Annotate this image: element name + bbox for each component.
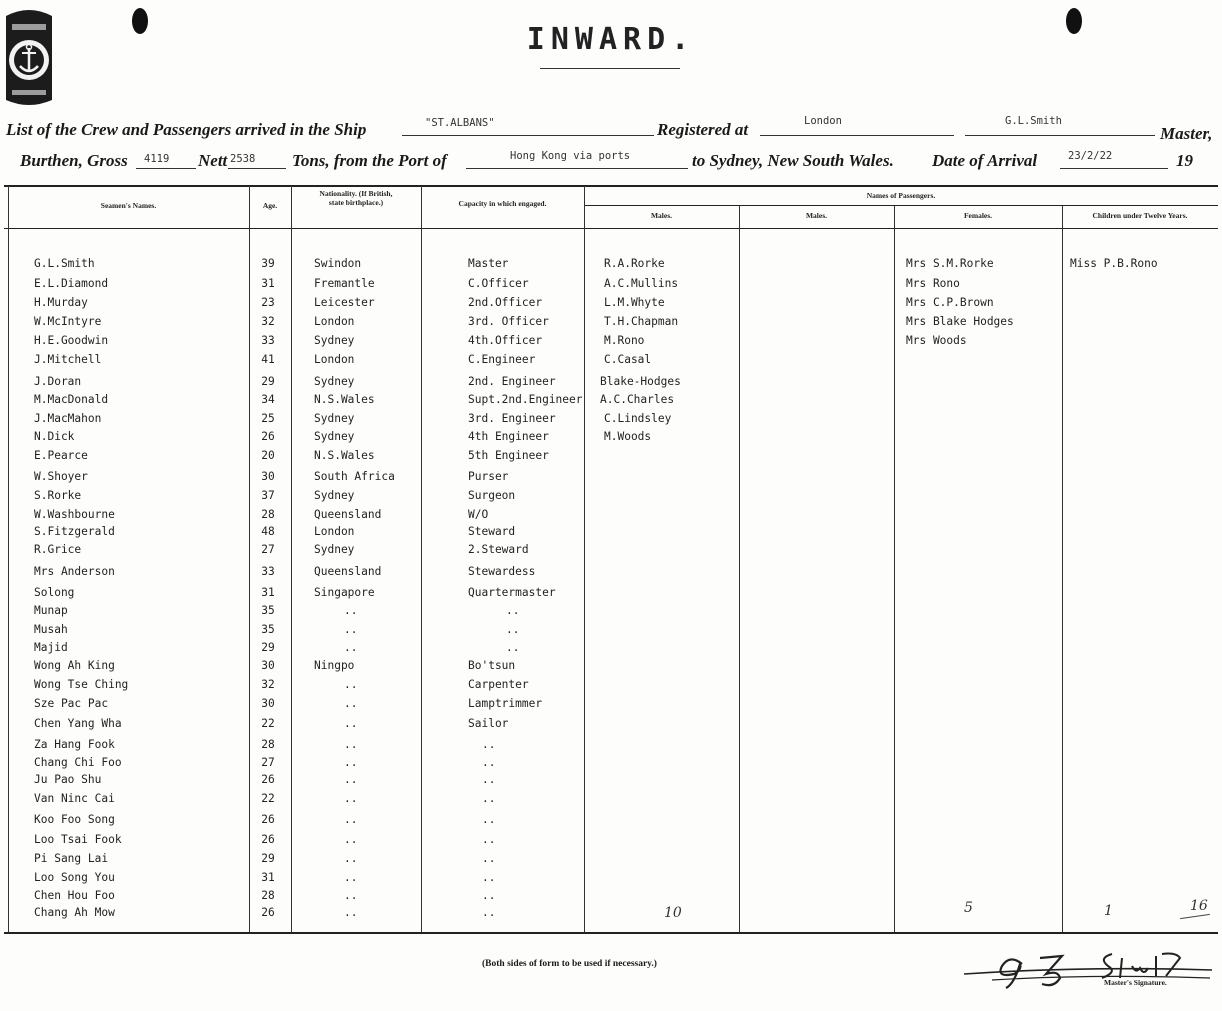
passenger-male: M.Rono (604, 334, 645, 347)
registered-label: Registered at (657, 120, 749, 139)
crew-name: Chen Hou Foo (34, 889, 115, 902)
col-line-children (1062, 206, 1063, 932)
crew-nationality: .. (344, 906, 358, 919)
arrival-label: Date of Arrival (932, 151, 1038, 170)
crew-capacity: .. (482, 773, 496, 786)
crew-nationality: Queensland (314, 508, 382, 521)
crew-age: 33 (261, 334, 275, 347)
crew-age: 26 (261, 833, 275, 846)
crew-name: Majid (34, 641, 68, 654)
crew-nationality: Sydney (314, 334, 355, 347)
crew-age: 23 (261, 296, 275, 309)
crew-capacity: 4th Engineer (468, 430, 549, 443)
crew-capacity: 3rd. Officer (468, 315, 549, 328)
crew-name: E.Pearce (34, 449, 88, 462)
total-males: 10 (664, 905, 682, 921)
crew-capacity: W/O (468, 508, 489, 521)
crew-name: H.E.Goodwin (34, 334, 109, 347)
crew-capacity: Quartermaster (468, 586, 556, 599)
crew-nationality: .. (344, 889, 358, 902)
crew-age: 30 (261, 659, 275, 672)
form-title: INWARD. (526, 22, 696, 57)
crew-capacity: Surgeon (468, 489, 516, 502)
crew-name: Za Hang Fook (34, 738, 115, 751)
crew-capacity: .. (506, 623, 520, 636)
crew-capacity: C.Officer (468, 277, 529, 290)
master-name: G.L.Smith (1005, 115, 1062, 127)
nett-value: 2538 (230, 153, 256, 165)
crew-nationality: .. (344, 773, 358, 786)
crew-nationality: .. (344, 678, 358, 691)
crew-name: Sze Pac Pac (34, 697, 109, 710)
crew-capacity: Sailor (468, 717, 509, 730)
crew-age: 26 (261, 430, 275, 443)
crew-age: 31 (261, 586, 275, 599)
master-signature (962, 944, 1222, 994)
crew-name: M.MacDonald (34, 393, 109, 406)
passenger-child: Miss P.B.Rono (1070, 257, 1158, 270)
crew-name: W.Washbourne (34, 508, 115, 521)
crew-age: 31 (261, 871, 275, 884)
crew-age: 28 (261, 889, 275, 902)
from-port: Hong Kong via ports (510, 150, 631, 162)
crew-nationality: .. (344, 852, 358, 865)
crew-capacity: .. (482, 852, 496, 865)
crew-age: 41 (261, 353, 275, 366)
colhead-children: Children under Twelve Years. (1092, 211, 1188, 220)
crew-age: 31 (261, 277, 275, 290)
crew-nationality: .. (344, 623, 358, 636)
gross-value: 4119 (144, 153, 170, 165)
colhead-passengers-group: Names of Passengers. (866, 191, 936, 200)
crew-nationality: London (314, 315, 355, 328)
passenger-female: Mrs Rono (906, 277, 960, 290)
crew-age: 26 (261, 906, 275, 919)
crew-capacity: 5th Engineer (468, 449, 549, 462)
total-children: 1 (1104, 903, 1113, 919)
passenger-male: A.C.Mullins (604, 277, 679, 290)
colhead-age: Age. (262, 201, 278, 210)
arrival-date: 23/2/22 (1068, 150, 1113, 162)
crew-age: 37 (261, 489, 275, 502)
crew-name: Koo Foo Song (34, 813, 115, 826)
colhead-females: Females. (963, 211, 993, 220)
crew-capacity: Supt.2nd.Engineer (468, 393, 583, 406)
crew-name: Pi Sang Lai (34, 852, 109, 865)
crew-capacity: .. (482, 738, 496, 751)
crew-capacity: Bo'tsun (468, 659, 516, 672)
crew-capacity: 2nd. Engineer (468, 375, 556, 388)
crew-name: E.L.Diamond (34, 277, 109, 290)
crew-capacity: .. (482, 833, 496, 846)
crew-nationality: N.S.Wales (314, 449, 375, 462)
crew-nationality: .. (344, 604, 358, 617)
crew-name: J.Mitchell (34, 353, 102, 366)
crew-age: 35 (261, 604, 275, 617)
crew-age: 32 (261, 678, 275, 691)
crew-name: Munap (34, 604, 68, 617)
crew-name: Van Ninc Cai (34, 792, 115, 805)
line1-prefix: List of the Crew and Passengers arrived in the Ship (6, 120, 367, 139)
crew-nationality: Swindon (314, 257, 362, 270)
crew-nationality: N.S.Wales (314, 393, 375, 406)
master-label: Master, (1160, 124, 1213, 143)
passenger-male: A.C.Charles (600, 393, 675, 406)
crew-name: H.Murday (34, 296, 88, 309)
registered-underline (760, 135, 954, 136)
crew-age: 35 (261, 623, 275, 636)
crew-nationality: .. (344, 717, 358, 730)
crew-age: 32 (261, 315, 275, 328)
gross-underline (136, 168, 196, 169)
colhead-males-1: Males. (650, 211, 673, 220)
crew-capacity: Stewardess (468, 565, 536, 578)
table-header-border (4, 228, 1218, 229)
crew-nationality: .. (344, 833, 358, 846)
crew-capacity: .. (506, 604, 520, 617)
crew-age: 20 (261, 449, 275, 462)
crew-capacity: .. (506, 641, 520, 654)
crew-age: 48 (261, 525, 275, 538)
col-line-left (8, 186, 9, 932)
crew-capacity: Steward (468, 525, 516, 538)
col-line-males1 (584, 186, 585, 932)
crew-nationality: South Africa (314, 470, 395, 483)
passengers-subheader-line (584, 205, 1218, 206)
crew-age: 27 (261, 756, 275, 769)
ship-name: "ST.ALBANS" (425, 117, 495, 129)
nett-underline (228, 168, 286, 169)
passenger-male: R.A.Rorke (604, 257, 665, 270)
colhead-seamen-names: Seamen's Names. (100, 201, 157, 210)
crew-name: J.MacMahon (34, 412, 102, 425)
total-females: 5 (964, 900, 973, 916)
crew-age: 33 (261, 565, 275, 578)
table-top-border (4, 185, 1218, 187)
crew-capacity: 2nd.Officer (468, 296, 543, 309)
crew-name: R.Grice (34, 543, 82, 556)
crew-age: 26 (261, 773, 275, 786)
crew-name: J.Doran (34, 375, 82, 388)
crew-name: Loo Tsai Fook (34, 833, 122, 846)
col-line-females (894, 206, 895, 932)
crew-name: Chang Chi Foo (34, 756, 122, 769)
crew-age: 22 (261, 717, 275, 730)
crew-nationality: London (314, 525, 355, 538)
crew-age: 26 (261, 813, 275, 826)
table-bottom-border (4, 932, 1218, 934)
crew-nationality: .. (344, 697, 358, 710)
crew-nationality: Sydney (314, 375, 355, 388)
crew-age: 30 (261, 697, 275, 710)
nett-label: Nett (198, 151, 228, 170)
passenger-male: C.Casal (604, 353, 652, 366)
passenger-male: Blake-Hodges (600, 375, 681, 388)
signature-label: Master's Signature. (1104, 978, 1167, 987)
crew-nationality: Queensland (314, 565, 382, 578)
ship-name-underline (402, 135, 654, 136)
passenger-male: T.H.Chapman (604, 315, 679, 328)
crew-capacity: Purser (468, 470, 509, 483)
crew-nationality: .. (344, 756, 358, 769)
passenger-male: C.Lindsley (604, 412, 672, 425)
tons-label: Tons, from the Port of (292, 151, 447, 170)
crew-capacity: 3rd. Engineer (468, 412, 556, 425)
crew-age: 25 (261, 412, 275, 425)
crew-capacity: .. (482, 813, 496, 826)
colhead-nationality: Nationality. (If British, state birthplace.) (319, 189, 393, 207)
crew-nationality: Ningpo (314, 659, 355, 672)
burthen-label: Burthen, Gross (20, 151, 128, 170)
title-underline (540, 68, 680, 69)
crew-nationality: .. (344, 738, 358, 751)
passenger-male: M.Woods (604, 430, 652, 443)
crew-nationality: Singapore (314, 586, 375, 599)
colhead-males-2: Males. (805, 211, 828, 220)
crew-nationality: Sydney (314, 489, 355, 502)
crew-name: Solong (34, 586, 75, 599)
to-label: to Sydney, New South Wales. (692, 151, 894, 170)
arrival-underline (1060, 168, 1168, 169)
crew-age: 22 (261, 792, 275, 805)
from-port-underline (466, 168, 688, 169)
crew-capacity: .. (482, 871, 496, 884)
col-line-nationality (291, 186, 292, 932)
grand-total: 16 (1190, 898, 1208, 914)
crew-nationality: .. (344, 792, 358, 805)
footer-note: (Both sides of form to be used if necessary.) (482, 959, 657, 969)
crew-age: 27 (261, 543, 275, 556)
crew-name: G.L.Smith (34, 257, 95, 270)
crew-name: Mrs Anderson (34, 565, 115, 578)
crew-nationality: Fremantle (314, 277, 375, 290)
crew-capacity: C.Engineer (468, 353, 536, 366)
crew-capacity: Master (468, 257, 509, 270)
crew-age: 29 (261, 852, 275, 865)
year-label: 19 (1176, 151, 1193, 170)
crew-age: 28 (261, 508, 275, 521)
crew-name: S.Fitzgerald (34, 525, 115, 538)
passenger-female: Mrs C.P.Brown (906, 296, 994, 309)
crew-nationality: .. (344, 641, 358, 654)
crew-nationality: Sydney (314, 412, 355, 425)
crew-name: Ju Pao Shu (34, 773, 102, 786)
crew-name: W.Shoyer (34, 470, 88, 483)
passenger-female: Mrs Blake Hodges (906, 315, 1014, 328)
crew-name: Chen Yang Wha (34, 717, 122, 730)
passenger-female: Mrs Woods (906, 334, 967, 347)
total-tick-mark (1180, 914, 1210, 919)
crew-capacity: .. (482, 792, 496, 805)
crew-capacity: 4th.Officer (468, 334, 543, 347)
passenger-male: L.M.Whyte (604, 296, 665, 309)
crew-nationality: Sydney (314, 543, 355, 556)
crew-name: N.Dick (34, 430, 75, 443)
crew-age: 28 (261, 738, 275, 751)
crew-name: Loo Song You (34, 871, 115, 884)
crew-age: 34 (261, 393, 275, 406)
crew-nationality: London (314, 353, 355, 366)
passenger-female: Mrs S.M.Rorke (906, 257, 994, 270)
col-line-capacity (421, 186, 422, 932)
crew-capacity: Lamptrimmer (468, 697, 543, 710)
master-underline (965, 135, 1155, 136)
crew-name: Chang Ah Mow (34, 906, 115, 919)
crew-capacity: .. (482, 756, 496, 769)
crew-nationality: Sydney (314, 430, 355, 443)
crew-nationality: Leicester (314, 296, 375, 309)
col-line-males2 (739, 206, 740, 932)
crew-name: Wong Tse Ching (34, 678, 129, 691)
crew-nationality: .. (344, 813, 358, 826)
crew-name: Wong Ah King (34, 659, 115, 672)
crew-capacity: .. (482, 889, 496, 902)
crew-age: 29 (261, 641, 275, 654)
crew-name: S.Rorke (34, 489, 82, 502)
colhead-capacity: Capacity in which engaged. (458, 199, 547, 208)
crew-capacity: 2.Steward (468, 543, 529, 556)
crew-nationality: .. (344, 871, 358, 884)
crew-age: 29 (261, 375, 275, 388)
col-line-age (249, 186, 250, 932)
registered-port: London (804, 115, 842, 127)
crew-capacity: .. (482, 906, 496, 919)
crew-capacity: Carpenter (468, 678, 529, 691)
crew-age: 30 (261, 470, 275, 483)
crew-age: 39 (261, 257, 275, 270)
crew-name: W.McIntyre (34, 315, 102, 328)
crew-name: Musah (34, 623, 68, 636)
